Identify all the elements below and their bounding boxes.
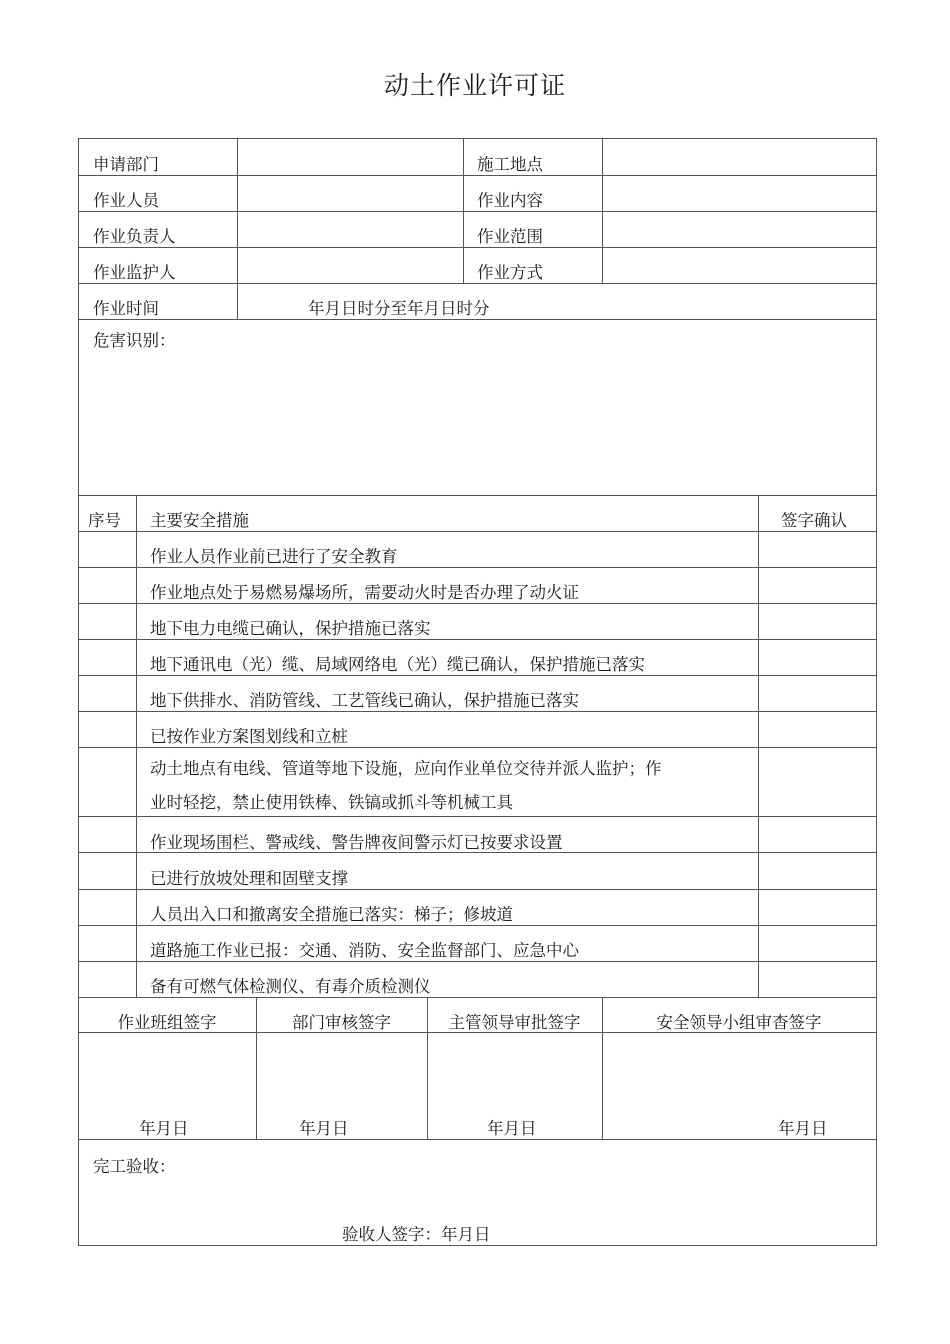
row-divider (78, 319, 877, 320)
col-header-measure: 主要安全措施 (150, 511, 249, 530)
measure-item: 作业地点处于易燃易爆场所，需要动火时是否办理了动火证 (150, 583, 579, 602)
sig-date-safety: 年月日 (778, 1119, 828, 1138)
row-divider (78, 283, 877, 284)
measure-item: 备有可燃气体检测仪、有毒介质检测仪 (150, 977, 431, 996)
workers-label: 作业人员 (93, 191, 159, 210)
measure-item: 已按作业方案图划线和立桩 (150, 727, 348, 746)
sig-date-supervisor: 年月日 (487, 1119, 537, 1138)
site-label: 施工地点 (477, 155, 543, 174)
acceptance-signer: 验收人签字：年月日 (342, 1225, 491, 1244)
border-right (876, 138, 877, 1246)
measure-item: 人员出入口和撤离安全措施已落实：梯子；修坡道 (150, 905, 513, 924)
measure-item: 地下供排水、消防管线、工艺管线已确认，保护措施已落实 (150, 691, 579, 710)
measure-item: 地下电力电缆已确认，保护措施已落实 (150, 619, 431, 638)
sig-header-supervisor: 主管领导审批签字 (448, 1013, 581, 1032)
col-header-sign: 签字确认 (781, 511, 847, 530)
col-divider (237, 138, 238, 319)
border-top (78, 138, 877, 139)
apply-dept-label: 申请部门 (93, 155, 159, 174)
scope-label: 作业范围 (477, 227, 543, 246)
col-divider (602, 138, 603, 283)
border-left (78, 138, 79, 1246)
measure-item: 作业人员作业前已进行了安全教育 (150, 547, 398, 566)
method-label: 作业方式 (477, 263, 543, 282)
col-divider (758, 495, 759, 997)
sig-date-dept: 年月日 (299, 1119, 349, 1138)
measure-item: 作业现场围栏、警戒线、警告牌夜间警示灯已按要求设置 (150, 833, 563, 852)
row-divider (78, 247, 877, 248)
sig-header-dept: 部门审核签字 (292, 1013, 391, 1032)
col-divider (136, 495, 137, 997)
measure-item: 道路施工作业已报：交通、消防、安全监督部门、应急中心 (150, 941, 579, 960)
row-divider (78, 997, 877, 998)
col-header-no: 序号 (88, 511, 121, 530)
leader-label: 作业负责人 (93, 227, 176, 246)
guardian-label: 作业监护人 (93, 263, 176, 282)
row-divider (78, 211, 877, 212)
border-bottom (78, 1245, 877, 1246)
col-divider (463, 138, 464, 283)
row-divider (78, 175, 877, 176)
measure-item: 业时轻挖，禁止使用铁棒、铁镐或抓斗等机械工具 (150, 793, 513, 812)
completion-label: 完工验收： (93, 1157, 176, 1176)
hazard-label: 危害识别： (93, 331, 176, 350)
work-time-value: 年月日时分至年月日时分 (308, 299, 490, 318)
measure-item: 地下通讯电（光）缆、局域网络电（光）缆已确认，保护措施已落实 (150, 655, 645, 674)
work-time-label: 作业时间 (93, 299, 159, 318)
sig-date-team: 年月日 (139, 1119, 189, 1138)
measure-item: 动土地点有电线、管道等地下设施，应向作业单位交待并派人监护；作 (150, 759, 662, 778)
permit-form (78, 138, 877, 1246)
row-divider (78, 1139, 877, 1140)
content-label: 作业内容 (477, 191, 543, 210)
form-title: 动土作业许可证 (383, 71, 566, 100)
measure-item: 已进行放坡处理和固壁支撑 (150, 869, 348, 888)
sig-header-team: 作业班组签字 (117, 1013, 217, 1032)
sig-header-safety: 安全领导小组审杳签字 (656, 1013, 822, 1032)
